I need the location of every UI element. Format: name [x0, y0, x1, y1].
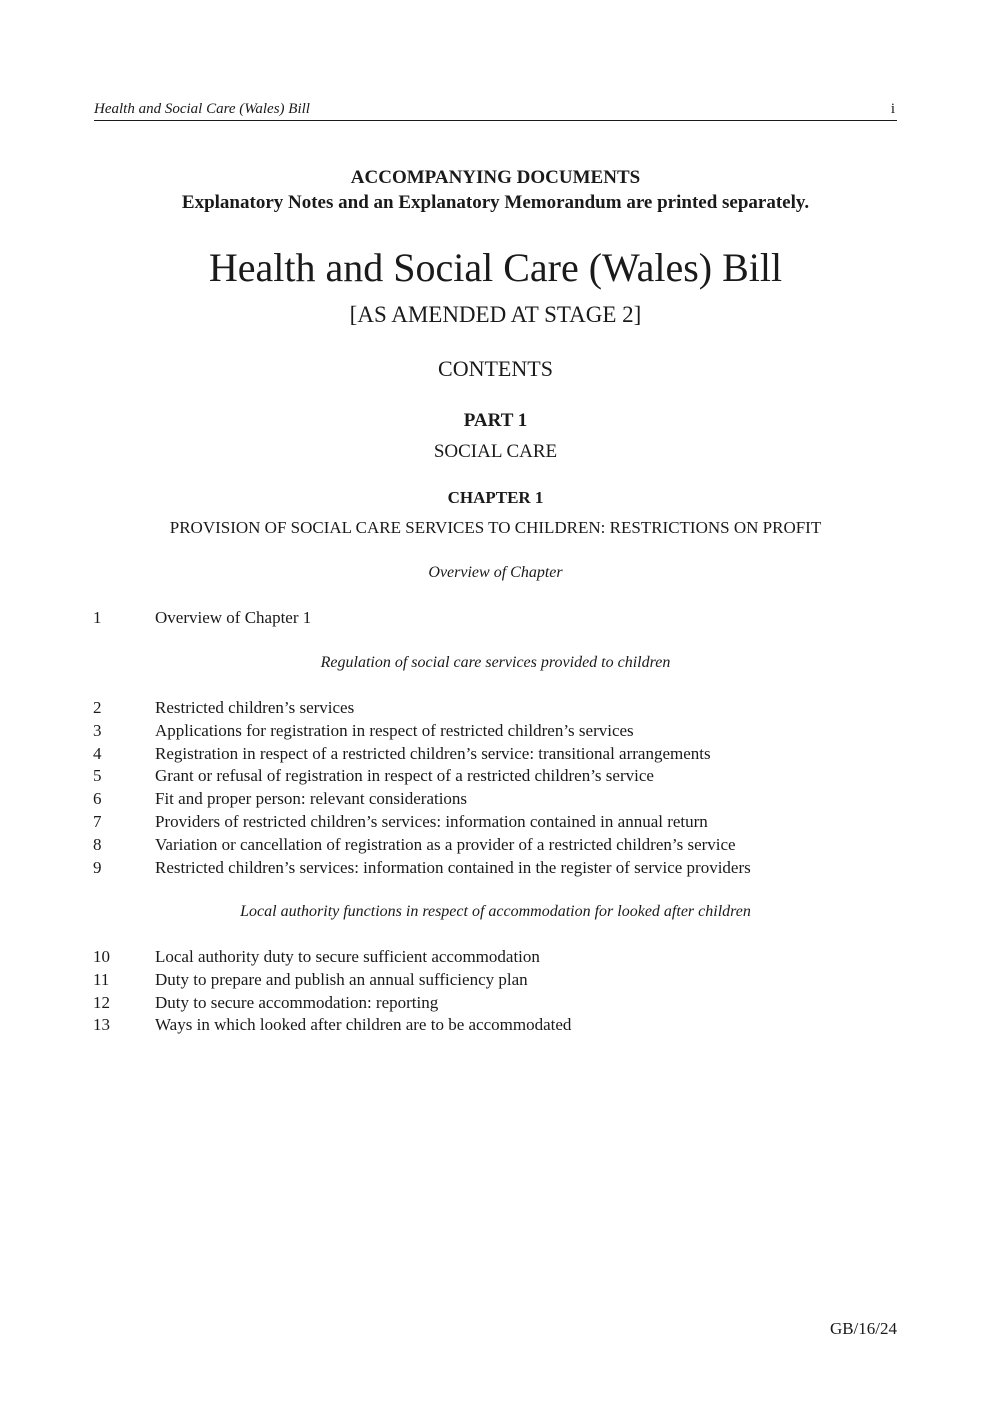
section-heading: Overview of Chapter [428, 564, 563, 581]
contents-entry[interactable] [93, 720, 893, 743]
contents-list [93, 946, 893, 1037]
entry-title: Restricted children’s services: information contained in the register of service providers [155, 857, 751, 877]
contents-list [93, 607, 893, 630]
entry-number: 12 [93, 992, 110, 1012]
contents-entry[interactable] [93, 788, 893, 811]
entry-title: Ways in which looked after children are to be accommodated [155, 1015, 572, 1035]
entry-number: 3 [93, 720, 102, 740]
contents-list [93, 697, 893, 879]
contents-entry[interactable] [93, 607, 893, 630]
entry-number: 10 [93, 947, 110, 966]
contents-entry[interactable] [93, 811, 893, 834]
entry-title: Local authority duty to secure sufficient accommodation [155, 947, 540, 966]
part-title: SOCIAL CARE [433, 441, 558, 462]
entry-number: 8 [93, 834, 102, 854]
part-label: PART 1 [463, 410, 528, 431]
entry-number: 6 [93, 789, 102, 809]
entry-number: 4 [93, 743, 102, 763]
entry-number: 11 [93, 969, 110, 989]
entry-title: Duty to prepare and publish an annual sufficiency plan [155, 969, 528, 989]
contents-entry[interactable] [93, 1014, 893, 1037]
running-header [94, 100, 897, 121]
entry-title: Registration in respect of a restricted children’s service: transitional arrangements [155, 743, 711, 763]
entry-number: 9 [93, 857, 102, 877]
entry-title: Duty to secure accommodation: reporting [155, 992, 439, 1012]
bill-title: Health and Social Care (Wales) Bill [208, 245, 783, 290]
entry-number: 5 [93, 766, 102, 786]
chapter-title: PROVISION OF SOCIAL CARE SERVICES TO CHILDREN: RESTRICTIONS ON PROFIT [169, 518, 822, 537]
entry-title: Overview of Chapter 1 [155, 608, 312, 627]
contents-entry[interactable] [93, 743, 893, 766]
contents-heading: CONTENTS [438, 356, 553, 381]
entry-number: 2 [93, 698, 102, 717]
accompanying-documents-heading: ACCOMPANYING DOCUMENTS [350, 167, 641, 188]
entry-title: Providers of restricted children’s services: information contained in annual return [155, 811, 708, 831]
entry-title: Applications for registration in respect of restricted children’s services [155, 720, 634, 740]
contents-entry[interactable] [93, 857, 893, 880]
contents-entry[interactable] [93, 992, 893, 1015]
section-heading: Local authority functions in respect of accommodation for looked after children [240, 903, 751, 920]
entry-title: Grant or refusal of registration in respect of a restricted children’s service [155, 766, 654, 786]
chapter-label: CHAPTER 1 [447, 488, 544, 507]
contents-entry[interactable] [93, 765, 893, 788]
contents-entry[interactable] [93, 834, 893, 857]
section-heading: Regulation of social care services provided to children [320, 654, 671, 671]
entry-title: Fit and proper person: relevant considerations [155, 789, 468, 809]
entry-number: 1 [93, 608, 102, 627]
accompanying-documents-text: Explanatory Notes and an Explanatory Memorandum are printed separately. [181, 192, 810, 213]
entry-number: 13 [93, 1015, 110, 1035]
entry-number: 7 [93, 811, 102, 831]
page-number: i [890, 101, 895, 117]
entry-title: Restricted children’s services [155, 698, 355, 717]
bill-status: [AS AMENDED AT STAGE 2] [349, 302, 642, 327]
document-reference: GB/16/24 [829, 1319, 897, 1338]
running-title: Health and Social Care (Wales) Bill [94, 101, 310, 117]
contents-entry[interactable] [93, 969, 893, 992]
contents-entry[interactable] [93, 697, 893, 720]
entry-title: Variation or cancellation of registration as a provider of a restricted children’s service [155, 834, 736, 854]
contents-entry[interactable] [93, 946, 893, 969]
